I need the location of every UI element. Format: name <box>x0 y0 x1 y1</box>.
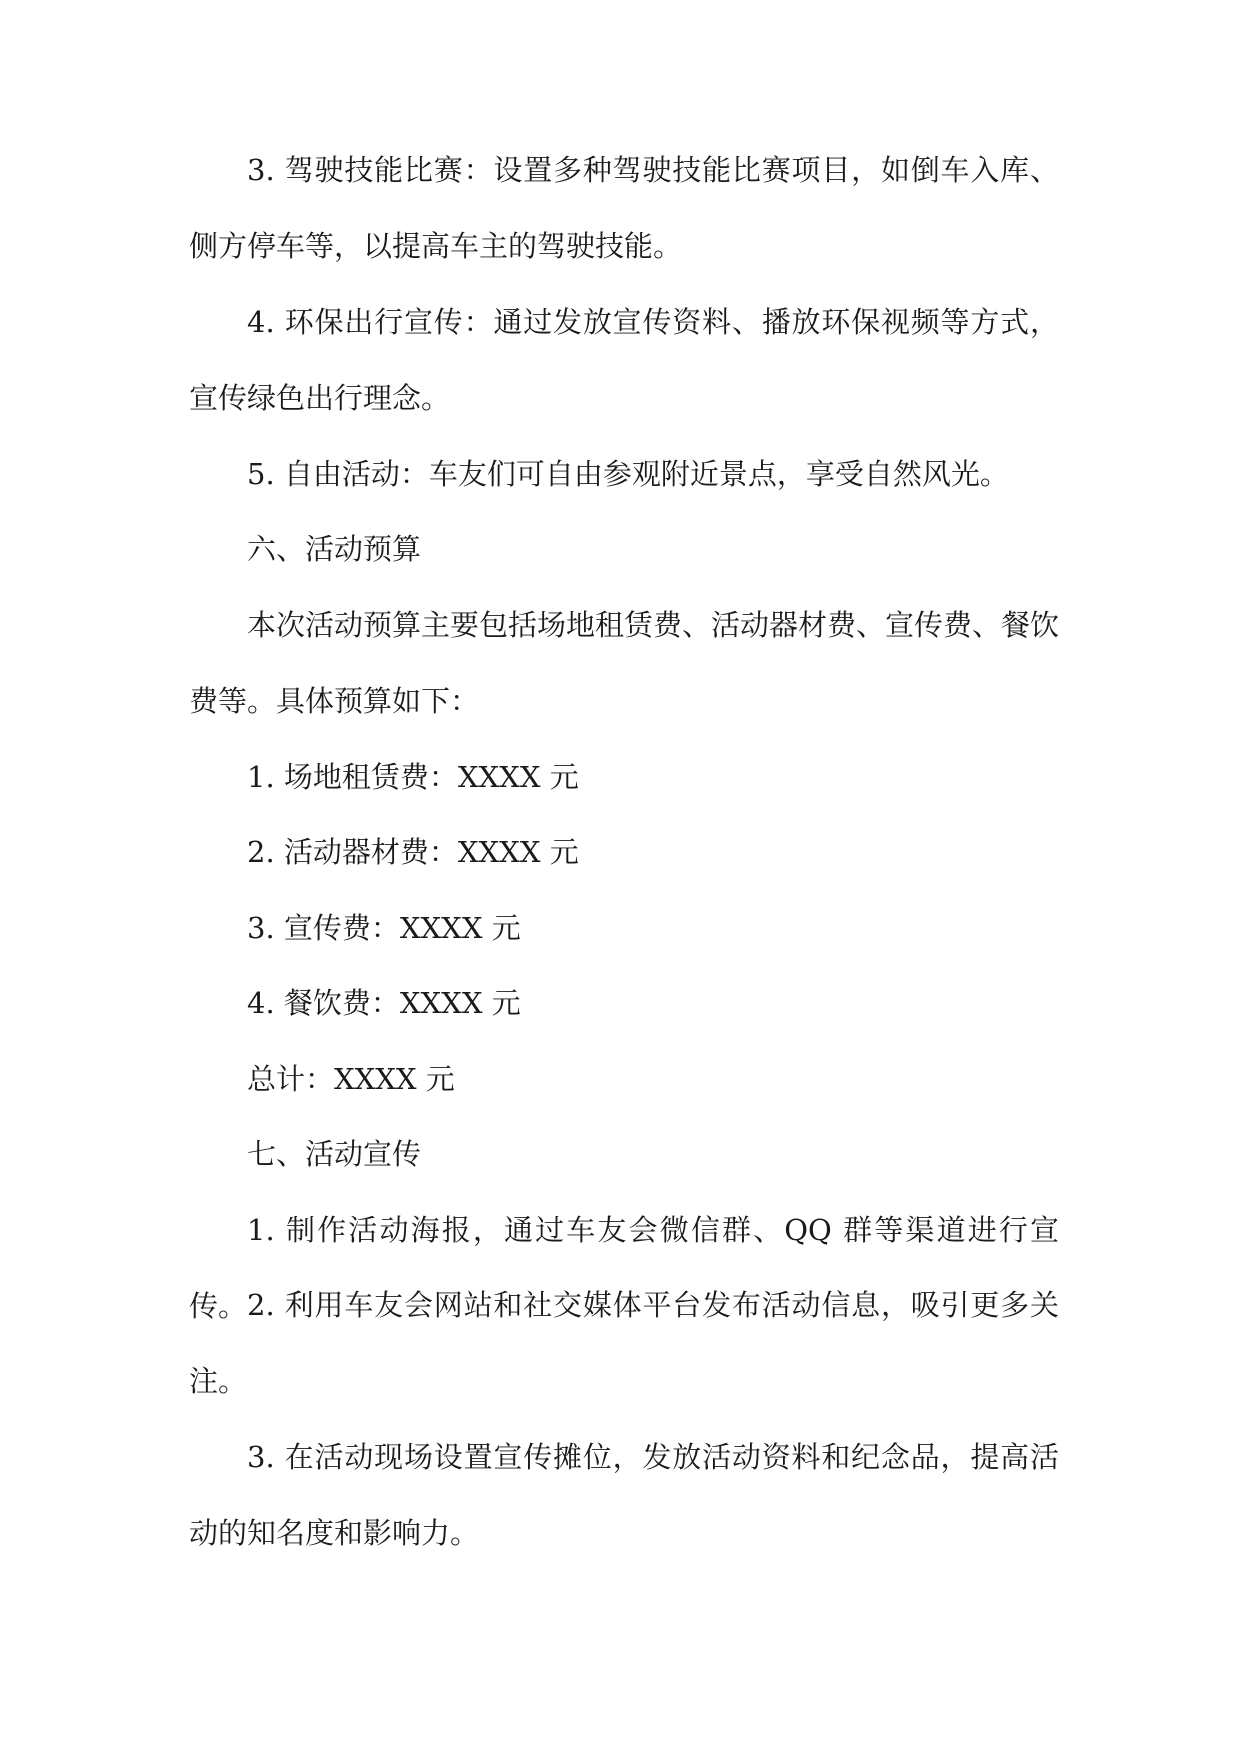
paragraph-free-activity: 5. 自由活动：车友们可自由参观附近景点，享受自然风光。 <box>247 457 1009 491</box>
section-heading-budget: 六、活动预算 <box>247 532 422 566</box>
budget-item-catering: 4. 餐饮费：XXXX 元 <box>247 986 521 1020</box>
section-heading-publicity: 七、活动宣传 <box>247 1137 422 1171</box>
paragraph-eco-travel-promotion: 4. 环保出行宣传：通过发放宣传资料、播放环保视频等方式，宣传绿色出行理念。 <box>189 305 1059 415</box>
budget-item-publicity: 3. 宣传费：XXXX 元 <box>247 911 521 945</box>
paragraph-budget-intro: 本次活动预算主要包括场地租赁费、活动器材费、宣传费、餐饮费等。具体预算如下： <box>189 608 1060 718</box>
paragraph-driving-skills-contest: 3. 驾驶技能比赛：设置多种驾驶技能比赛项目，如倒车入库、侧方停车等，以提高车主的驾驶技能。 <box>189 153 1059 263</box>
publicity-item-online: 2. 利用车友会网站和社交媒体平台发布活动信息，吸引更多关注。 <box>189 1288 1059 1398</box>
budget-item-venue-rental: 1. 场地租赁费：XXXX 元 <box>247 760 579 794</box>
publicity-item-booth: 3. 在活动现场设置宣传摊位，发放活动资料和纪念品，提高活动的知名度和影响力。 <box>189 1440 1059 1550</box>
publicity-item-poster: 1. 制作活动海报，通过车友会微信群、QQ 群等渠道进行宣传。 <box>189 1213 1059 1323</box>
budget-total: 总计：XXXX 元 <box>247 1062 455 1096</box>
budget-item-equipment: 2. 活动器材费：XXXX 元 <box>247 835 579 869</box>
